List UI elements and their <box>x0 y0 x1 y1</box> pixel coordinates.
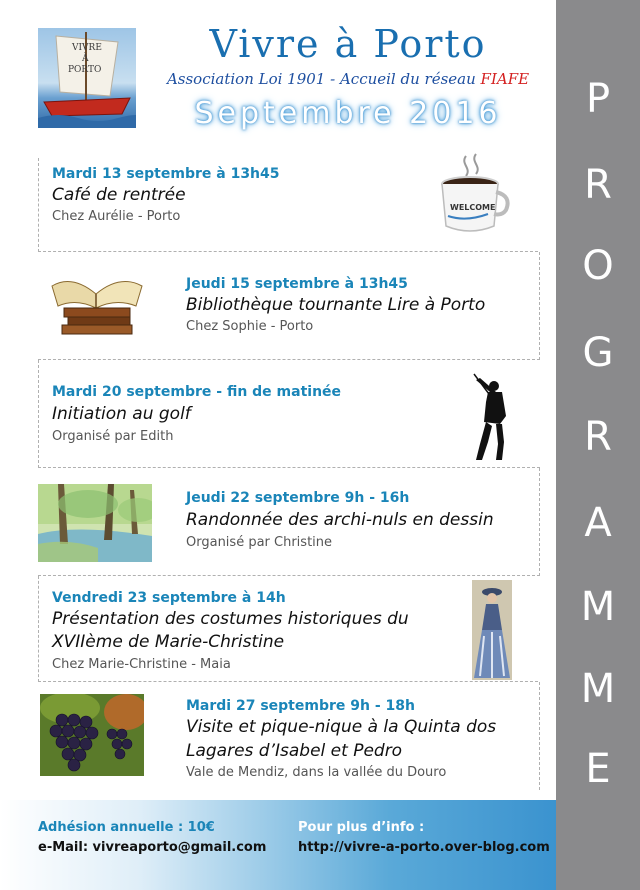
event-title: Présentation des costumes historiques du <box>52 609 409 629</box>
page-subtitle <box>140 70 556 88</box>
event-title: Visite et pique-nique à la Quinta dos <box>186 717 497 737</box>
contact-email[interactable]: e-Mail: vivreaporto@gmail.com <box>38 840 267 855</box>
coffee-mug-icon <box>436 152 514 238</box>
golfer-silhouette-icon <box>466 372 512 464</box>
side-band <box>556 0 640 890</box>
event-date: Mardi 27 septembre 9h - 18h <box>186 698 415 714</box>
watercolor-landscape-icon <box>38 484 152 562</box>
side-letter: O <box>582 243 614 289</box>
event-date: Mardi 20 septembre - fin de matinée <box>52 384 342 400</box>
side-letter: A <box>584 500 612 546</box>
logo-text: VIVRE <box>72 43 102 53</box>
event-place: Chez Marie-Christine - Maia <box>52 657 231 672</box>
subtitle-text: Association Loi 1901 - Accueil du réseau <box>166 70 481 88</box>
blog-link[interactable]: http://vivre-a-porto.over-blog.com <box>298 840 550 855</box>
side-letter: M <box>580 584 616 630</box>
membership-fee: Adhésion annuelle : 10€ <box>38 820 215 835</box>
page-title: Vivre à Porto <box>209 22 487 66</box>
event-title: Randonnée des archi-nuls en dessin <box>186 510 494 530</box>
event-date: Mardi 13 septembre à 13h45 <box>52 166 280 182</box>
event-place: Chez Aurélie - Porto <box>52 209 181 224</box>
event-date: Jeudi 15 septembre à 13h45 <box>186 276 408 292</box>
historical-costume-photo-icon <box>472 580 512 680</box>
event-title: Initiation au golf <box>52 404 191 424</box>
event-place: Chez Sophie - Porto <box>186 319 314 334</box>
event-date: Vendredi 23 septembre à 14h <box>52 590 286 606</box>
grapes-icon <box>40 694 144 776</box>
fiafe-label: FIAFE <box>480 70 530 88</box>
mug-text: WELCOME <box>450 203 496 212</box>
side-letter: M <box>580 666 616 712</box>
logo-text: À <box>82 54 89 64</box>
rabelo-boat-icon <box>38 28 136 128</box>
footer <box>0 800 556 890</box>
side-letter: E <box>585 746 611 792</box>
side-letter: R <box>584 414 612 460</box>
info-label: Pour plus d’info : <box>298 820 425 835</box>
event-place: Vale de Mendiz, dans la vallée du Douro <box>186 765 447 780</box>
event-title: Bibliothèque tournante Lire à Porto <box>186 295 486 315</box>
side-letter: R <box>584 162 612 208</box>
event-title: XVIIème de Marie-Christine <box>52 632 285 652</box>
side-letter: G <box>582 330 614 376</box>
event-title: Café de rentrée <box>52 185 186 205</box>
month-heading: Septembre 2016 <box>194 96 502 131</box>
side-letter: P <box>585 76 611 122</box>
books-icon <box>50 264 144 336</box>
association-logo <box>38 28 136 128</box>
event-place: Organisé par Edith <box>52 429 174 444</box>
event-place: Organisé par Christine <box>186 535 333 550</box>
logo-text: PORTO <box>68 65 102 75</box>
event-title: Lagares d’Isabel et Pedro <box>186 741 403 761</box>
event-date: Jeudi 22 septembre 9h - 16h <box>186 490 410 506</box>
